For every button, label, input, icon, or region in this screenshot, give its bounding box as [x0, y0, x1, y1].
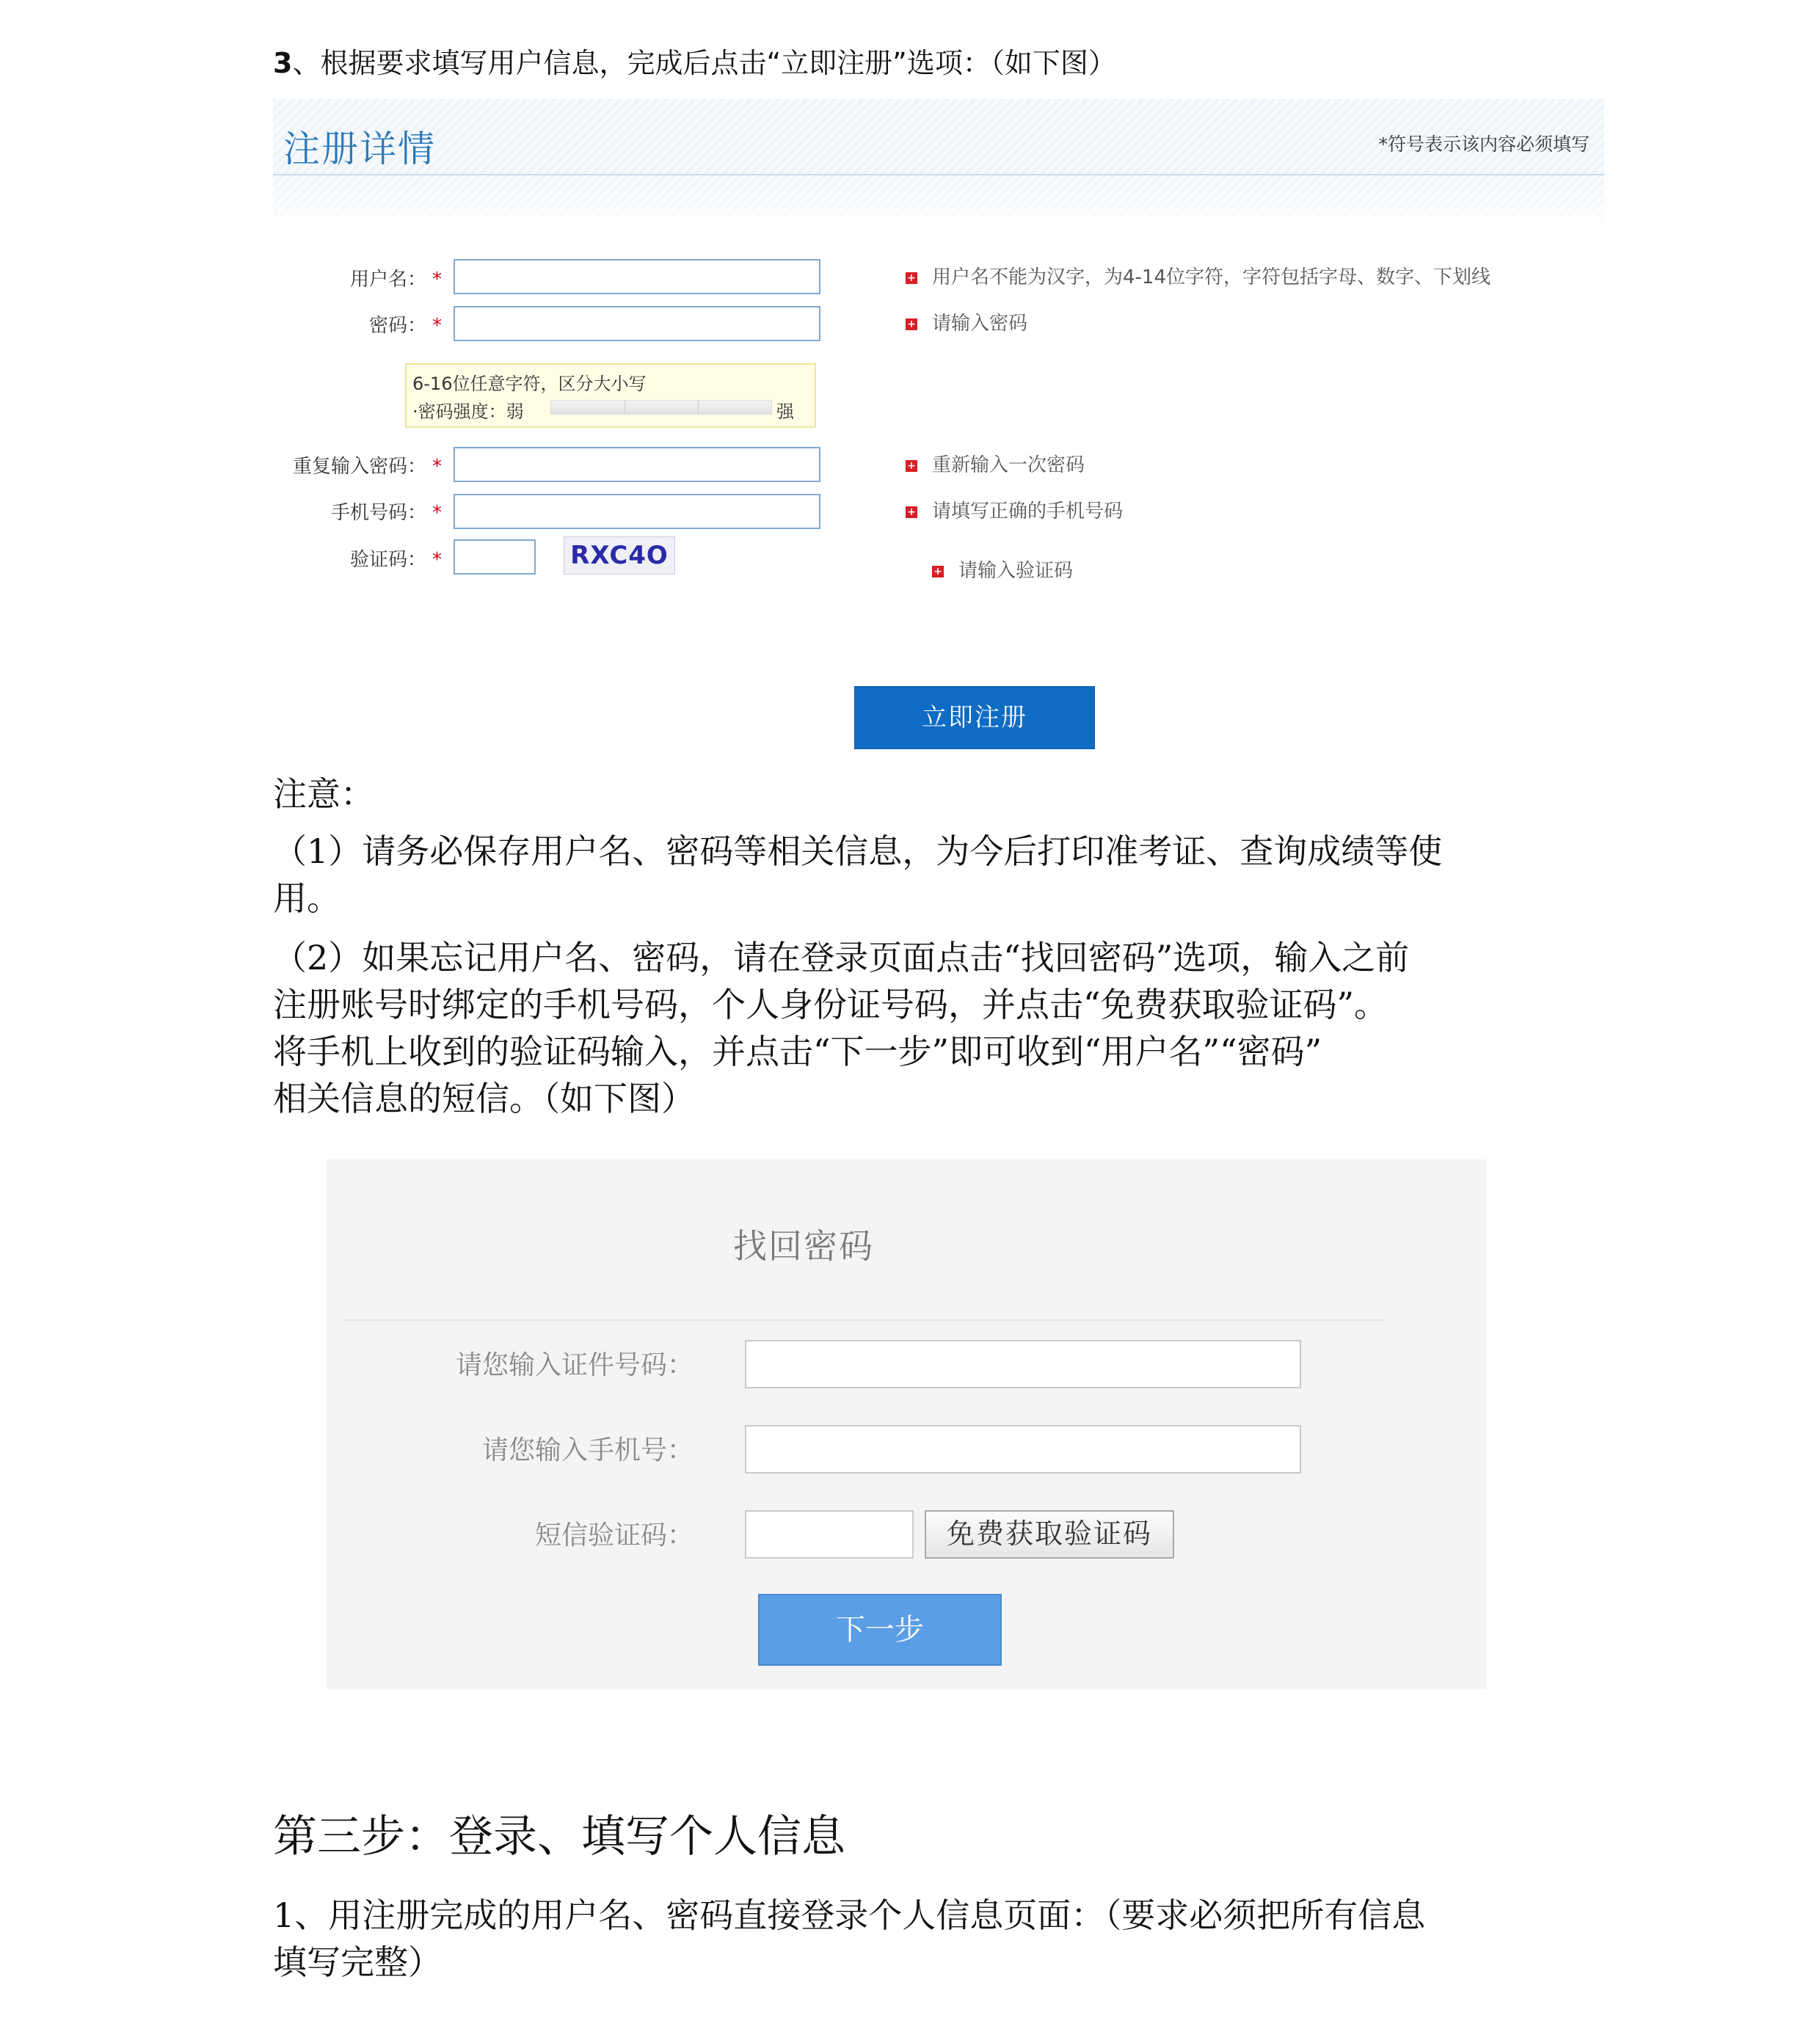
header-divider [273, 174, 1604, 175]
plus-icon: + [906, 460, 917, 472]
plus-icon: + [906, 318, 917, 330]
recover-title: 找回密码 [733, 1226, 874, 1266]
notes-title: 注意： [273, 774, 374, 814]
tip-line1: 6-16位任意字符，区分大小写 [412, 374, 647, 394]
username-label: 用户名： * [349, 269, 442, 291]
required-mark: * [432, 315, 442, 337]
tip-strength-label: ·密码强度：弱 [412, 401, 524, 422]
captcha-input[interactable] [454, 539, 536, 575]
password-label: 密码： * [368, 315, 442, 337]
required-mark: * [432, 549, 442, 571]
captcha-label: 验证码： * [349, 549, 442, 571]
note2-line4: 相关信息的短信。（如下图） [273, 1079, 695, 1118]
required-mark: * [432, 502, 442, 524]
phone-label: 手机号码： * [330, 502, 442, 524]
sms-code-label: 短信验证码： [534, 1520, 694, 1551]
password-input[interactable] [454, 306, 820, 341]
repeat-password-input[interactable] [454, 447, 820, 482]
sms-code-input[interactable] [745, 1510, 914, 1559]
plus-icon: + [906, 272, 917, 284]
note1-line1: （1）请务必保存用户名、密码等相关信息，为今后打印准考证、查询成绩等使 [273, 831, 1443, 871]
recover-password-panel [327, 1159, 1486, 1689]
note2-line1: （2）如果忘记用户名、密码，请在登录页面点击“找回密码”选项，输入之前 [273, 938, 1410, 977]
repeat-password-label: 重复输入密码： * [292, 456, 442, 478]
username-hint: + 用户名不能为汉字，为4-14位字符，字符包括字母、数字、下划线 [906, 262, 1490, 289]
next-step-button[interactable]: 下一步 [758, 1594, 1002, 1666]
password-hint: + 请输入密码 [906, 308, 1027, 335]
login-instruction-line2: 填写完整） [273, 1942, 442, 1982]
phone-number-label: 请您输入手机号： [481, 1435, 694, 1465]
phone-hint: + 请填写正确的手机号码 [906, 496, 1123, 523]
register-title: 注册详情 [283, 128, 436, 170]
note1-line2: 用。 [273, 878, 341, 918]
password-tip [405, 363, 816, 428]
plus-icon: + [932, 566, 944, 578]
step-text: 、根据要求填写用户信息，完成后点击“立即注册”选项：（如下图） [292, 47, 1116, 79]
phone-input[interactable] [454, 494, 820, 529]
plus-icon: + [906, 506, 917, 518]
register-panel [273, 99, 1604, 759]
phone-number-input[interactable] [745, 1425, 1301, 1474]
repeat-password-hint: + 重新输入一次密码 [906, 450, 1085, 477]
step-number: 3 [273, 47, 293, 79]
captcha-image[interactable]: RXC4O [564, 536, 675, 575]
recover-divider [343, 1319, 1385, 1321]
username-input[interactable] [454, 259, 820, 294]
note2-line3: 将手机上收到的验证码输入，并点击“下一步”即可收到“用户名”“密码” [273, 1032, 1322, 1071]
get-code-button[interactable]: 免费获取验证码 [925, 1510, 1174, 1559]
id-number-label: 请您输入证件号码： [455, 1350, 694, 1380]
required-note: *符号表示该内容必须填写 [1378, 134, 1590, 155]
required-mark: * [432, 269, 442, 291]
password-strength-bar [550, 400, 772, 415]
login-instruction-line1: 1、用注册完成的用户名、密码直接登录个人信息页面：（要求必须把所有信息 [273, 1895, 1426, 1935]
tip-strong: 强 [776, 401, 794, 422]
step3-heading: 第三步：登录、填写个人信息 [273, 1811, 845, 1862]
step3-instruction [273, 40, 1116, 81]
id-number-input[interactable] [745, 1340, 1301, 1388]
captcha-hint: + 请输入验证码 [932, 555, 1073, 583]
note2-line2: 注册账号时绑定的手机号码，个人身份证号码，并点击“免费获取验证码”。 [273, 985, 1388, 1024]
register-header [273, 99, 1604, 235]
register-submit-button[interactable]: 立即注册 [854, 686, 1095, 749]
required-mark: * [432, 456, 442, 478]
